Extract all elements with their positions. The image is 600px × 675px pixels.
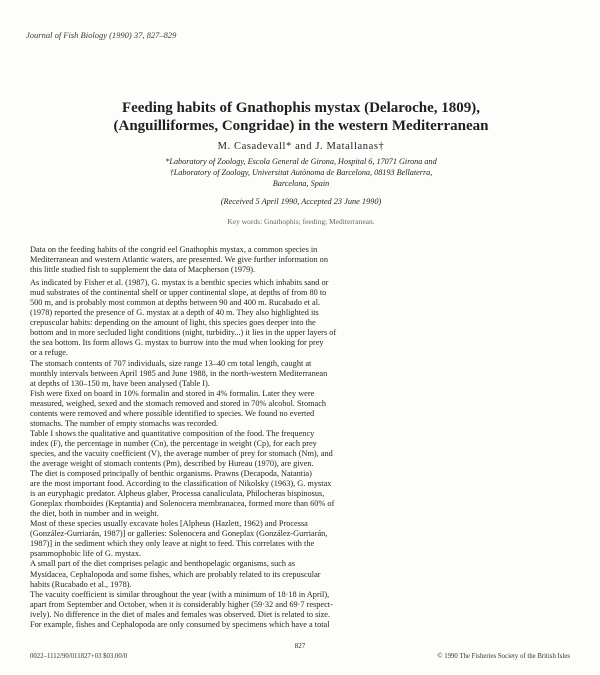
- body-text-line: contents were removed and where possible identified to species. We found no everted: [30, 408, 315, 418]
- body-text-line: bottom and in more secluded light conditions (night, turbidity...) it lies in the upper layers of: [30, 328, 337, 338]
- received-dates: (Received 5 April 1990, Accepted 23 June 1990): [220, 197, 382, 206]
- body-text-line: the average weight of stomach contents (Pm), described by Hureau (1970), are given.: [30, 458, 314, 468]
- body-text-line: or a refuge.: [30, 348, 69, 358]
- body-text-line: 1987)] in the sediment which they only leave at night to feed. This correlates with the: [30, 539, 315, 549]
- page-number: 827: [294, 642, 306, 650]
- body-text-line: The diet is composed principally of benthic organisms. Prawns (Decapoda, Natantia): [30, 469, 312, 479]
- body-text-line: mud substrates of the continental shelf or upper continental slope, at depths of from 80 to: [30, 288, 327, 298]
- body-text-line: species, and the vacuity coefficient (V), the average number of prey for stomach (Nm), and: [30, 448, 333, 458]
- body-text-line: are the most important food. According to the classification of Nikolsky (1963), G. mystax: [30, 479, 332, 489]
- body-text-line: the diet, both in number and in weight.: [30, 509, 159, 519]
- body-text-line: monthly intervals between April 1985 and June 1988, in the north-western Mediterranean: [30, 368, 328, 378]
- affiliation-3: Barcelona, Spain: [272, 179, 330, 188]
- body-text-line: Data on the feeding habits of the congrid eel Gnathophis mystax, a common species in: [30, 245, 318, 254]
- body-text-line: measured, weighed, sexed and the stomach removed and stored in 70% alcohol. Stomach: [30, 398, 327, 408]
- body-text-line: apart from September and October, when it is considerably higher (59·32 and 69·7 respect-: [30, 599, 333, 609]
- body-text-line: stomachs. The number of empty stomachs was recorded.: [30, 418, 219, 428]
- body-text-line: As indicated by Fisher et al. (1987), G. mystax is a benthic species which inhabits sand or: [30, 278, 329, 288]
- journal-citation: Journal of Fish Biology (1990) 37, 827–829: [26, 30, 177, 40]
- body-text-line: Most of these species usually excavate holes [Alpheus (Hazlett, 1962) and Processa: [30, 519, 308, 529]
- body-text-line: the sea bottom. Its form allows G. mystax to burrow into the mud when looking for prey: [30, 338, 324, 348]
- body-text-line: Table I shows the qualitative and quantitative composition of the food. The frequency: [30, 428, 315, 438]
- article-title-line-1: Feeding habits of Gnathophis mystax (Delaroche, 1809),: [121, 100, 481, 116]
- affiliation-1: *Laboratory of Zoology, Escola General de Girona, Hospital 6, 17071 Girona and: [165, 157, 437, 166]
- body-text-line: psammophobic life of G. mystax.: [30, 549, 142, 559]
- body-text-line: crepuscular habits: depending on the amount of light, this species goes deeper into the: [30, 318, 316, 328]
- footer-copyright: © 1990 The Fisheries Society of the British Isles: [437, 653, 570, 660]
- body-text-line: (González-Gurriarán, 1987)] or galleries: Solenocera and Goneplax (González-Gurriarán,: [30, 529, 328, 539]
- body-text-line: Fish were fixed on board in 10% formalin and stored in 4% formalin. Later they were: [30, 388, 315, 398]
- body-text-line: A small part of the diet comprises pelagic and benthopelagic organisms, such as: [30, 559, 296, 569]
- body-text-line: The vacuity coefficient is similar throughout the year (with a minimum of 18·18 in April),: [30, 589, 330, 599]
- body-text-line: habits (Rucabado et al., 1978).: [30, 579, 132, 589]
- body-text-line: 500 m, and is probably most common at depths between 90 and 400 m. Rucabado et al.: [30, 298, 321, 308]
- body-text-line: is an euryphagic predator. Alpheus glaber, Processa canaliculata, Philocheras bispinosus,: [30, 489, 325, 499]
- footer-code: 0022–1112/90/011827+03 $03.00/0: [30, 653, 128, 660]
- body-text-line: at depths of 130–150 m, have been analysed (Table I).: [30, 378, 210, 388]
- article-title-line-2: (Anguilliformes, Congridae) in the western Mediterranean: [113, 118, 489, 134]
- body-text-line: (1978) reported the presence of G. mystax at a depth of 40 m. They also highlighted its: [30, 308, 319, 318]
- body-text-line: Goneplax rhomboides (Keptantia) and Solenocera membranacea, formed more than 60% of: [30, 499, 335, 509]
- body-text-line: ively). No difference in the diet of males and females was observed. Diet is related to size.: [30, 609, 331, 619]
- body-text-line: index (F), the percentage in number (Cn), the percentage in weight (Cp), for each prey: [30, 438, 317, 448]
- body-text-line: For example, fishes and Cephalopoda are only consumed by specimens which have a total: [30, 619, 330, 629]
- affiliation-2: †Laboratory of Zoology, Universitat Autònoma de Barcelona, 08193 Bellaterra,: [169, 168, 433, 177]
- body-text-line: this little studied fish to supplement the data of Macpherson (1979).: [30, 265, 256, 275]
- article-body: [30, 245, 572, 630]
- authors: M. Casadevall* and J. Matallanas†: [217, 141, 385, 152]
- body-text-line: The stomach contents of 707 individuals, size range 13–40 cm total length, caught at: [30, 358, 312, 368]
- keywords: Key words: Gnathophis; feeding; Mediterranean.: [227, 217, 375, 226]
- body-text-line: Mediterranean and western Atlantic waters, are presented. We give further information on: [30, 255, 328, 265]
- body-text-line: Mysidacea, Cephalopoda and some fishes, which are probably related to its crepuscular: [30, 569, 321, 579]
